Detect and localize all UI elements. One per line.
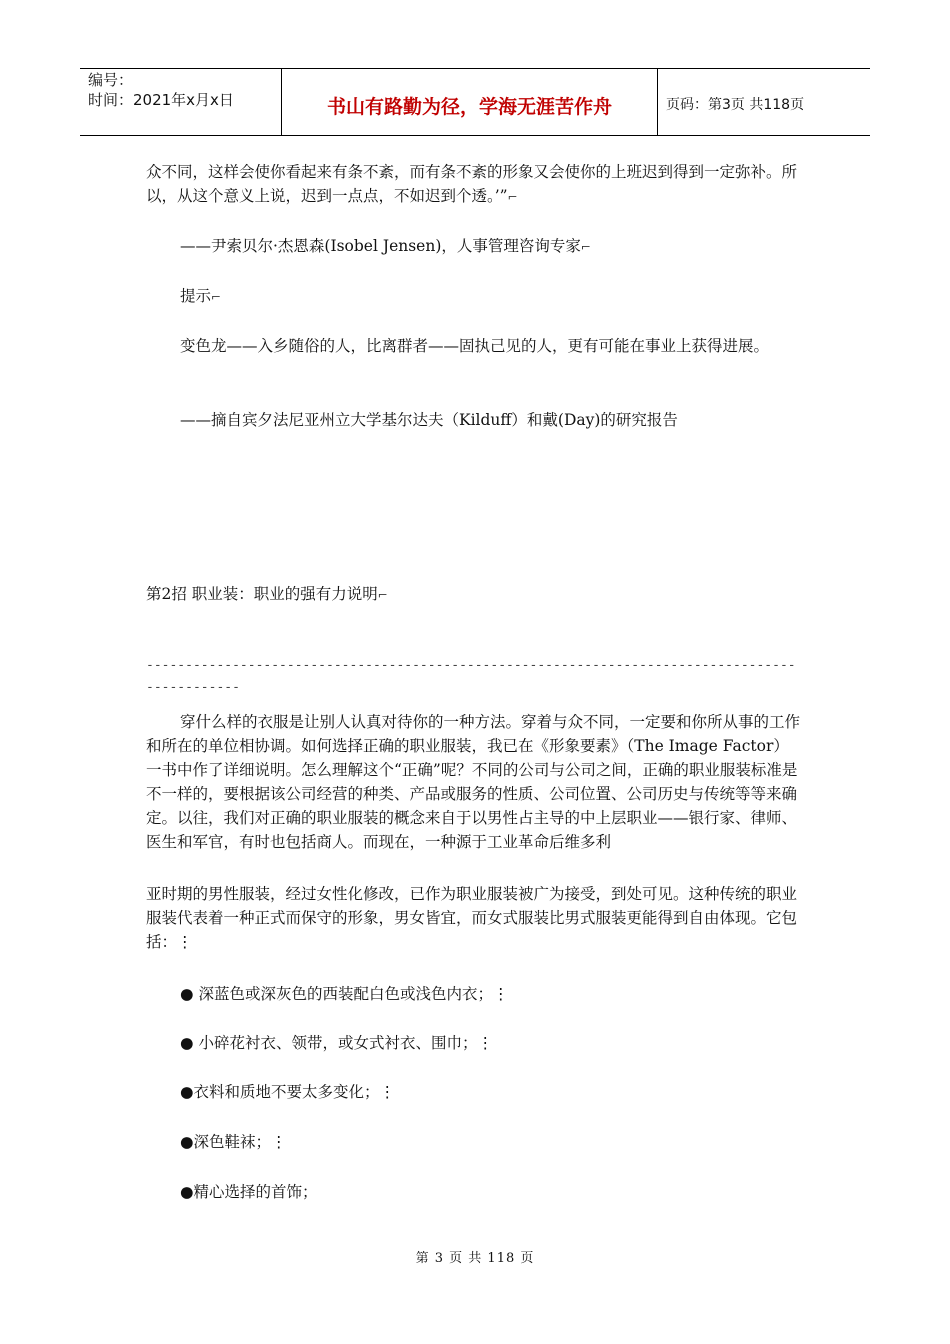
list-item: ● 深蓝色或深灰色的西装配白色或浅色内衣；⋮ <box>180 985 509 1003</box>
paragraph-mark-icon: ⌐ <box>377 588 388 602</box>
list-item: ● 小碎花衬衣、领带，或女式衬衣、围巾；⋮ <box>180 1034 493 1052</box>
document-number-label: 编号： <box>88 71 134 89</box>
quote-attribution: ——尹索贝尔·杰恩森(Isobel Jensen)，人事管理咨询专家⌐ <box>180 237 591 255</box>
header-meta-cell <box>80 69 282 135</box>
section-title: 第2招 职业装：职业的强有力说明⌐ <box>146 585 388 603</box>
paragraph-mark-icon: ⌐ <box>580 240 591 254</box>
header-page-indicator: 页码：第3页 共118页 <box>666 97 805 113</box>
paragraph-continuation: 众不同，这样会使你看起来有条不紊，而有条不紊的形象又会使你的上班迟到得到一定弥补。所以，从这个意义上说，迟到一点点，不如迟到个透。’”⌐ <box>146 163 798 205</box>
page-footer: 第 3 页 共 118 页 <box>415 1251 535 1266</box>
body-paragraph: 穿什么样的衣服是让别人认真对待你的一种方法。穿着与众不同，一定要和你所从事的工作和所在的单位相协调。如何选择正确的职业服装，我已在《形象要素》（The Image Factor）一书中作了详细说明。怎么理解这个“正确”呢？不同的公司与公司之间，正确的职业服装标准是不一样的，要根据该公司经营的种类、产品或服务的性质、公司位置、公司历史与传统等等来确定。以往，我们对正确的职业服装的概念来自于以男性占主导的中上层职业——银行家、律师、医生和军官，有时也包括商人。而现在，一种源于工业革命后维多利 <box>146 713 801 851</box>
tip-source: ——摘自宾夕法尼亚州立大学基尔达夫（Kilduff）和戴(Day)的研究报告 <box>180 411 678 429</box>
list-item: ●衣料和质地不要太多变化；⋮ <box>180 1083 396 1101</box>
list-item: ●深色鞋袜；⋮ <box>180 1133 287 1151</box>
tip-text: 变色龙——入乡随俗的人，比离群者——固执己见的人，更有可能在事业上获得进展。 <box>180 337 770 355</box>
paragraph-mark-icon: ⌐ <box>211 290 222 304</box>
tip-heading: 提示⌐ <box>180 287 222 305</box>
section-divider: ----------------------------------------------------------------------------------------------- <box>146 658 796 695</box>
document-date-label: 时间：2021年x月x日 <box>88 91 234 109</box>
header-motto: 书山有路勤为径，学海无涯苦作舟 <box>282 69 658 135</box>
paragraph-mark-icon: ⌐ <box>507 190 518 204</box>
list-item: ●精心选择的首饰； <box>180 1183 318 1201</box>
document-header <box>80 68 870 136</box>
body-paragraph-continued: 亚时期的男性服装，经过女性化修改，已作为职业服装被广为接受，到处可见。这种传统的职业服装代表着一种正式而保守的形象，男女皆宜，而女式服装比男式服装更能得到自由体现。它包括：⋮ <box>146 885 798 951</box>
